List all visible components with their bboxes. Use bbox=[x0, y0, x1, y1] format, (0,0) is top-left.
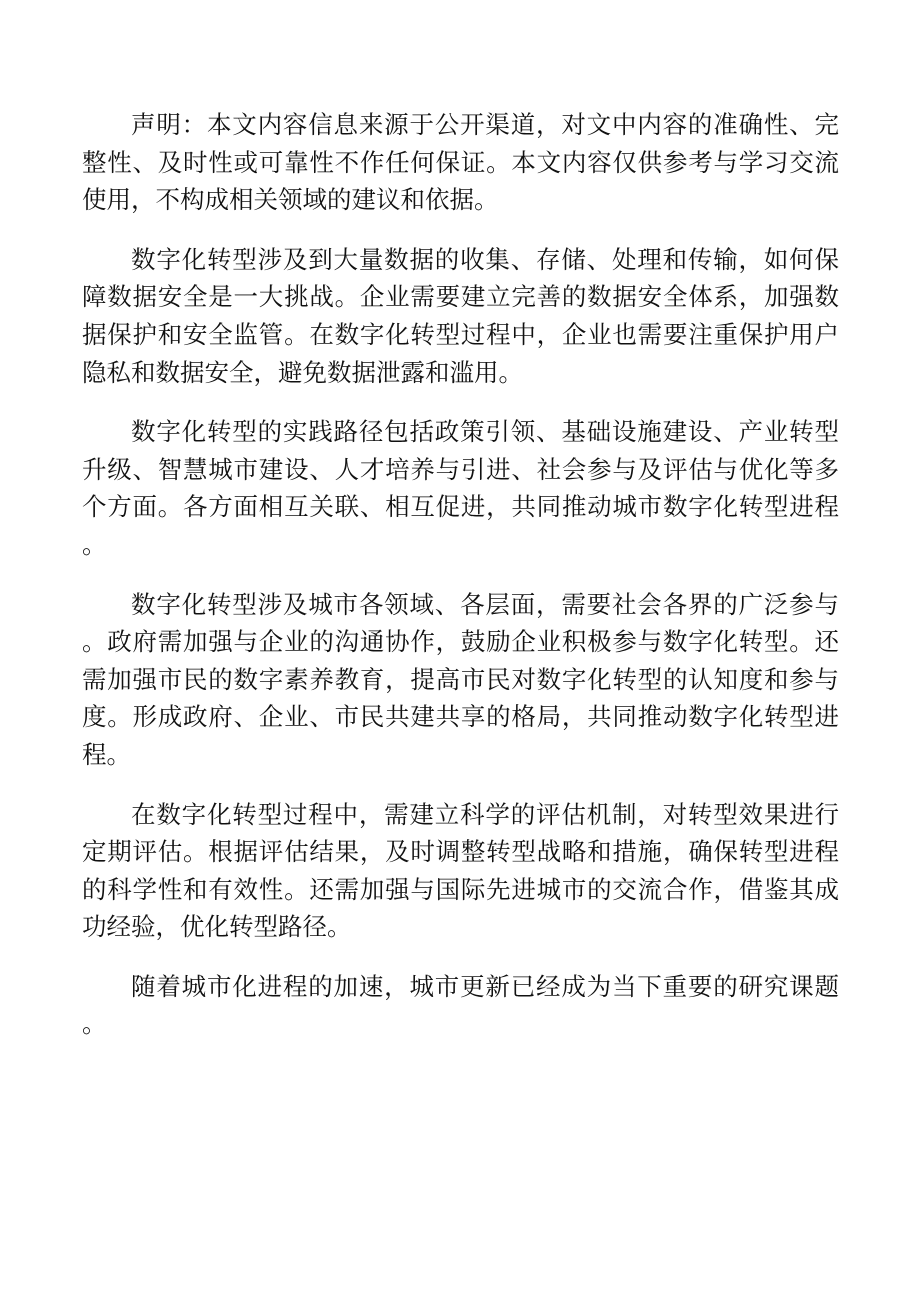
document-body bbox=[82, 106, 839, 1065]
paragraph-evaluation: 在数字化转型过程中，需建立科学的评估机制，对转型效果进行定期评估。根据评估结果，及时调整转型战略和措施，确保转型进程的科学性和有效性。还需加强与国际先进城市的交流合作，借鉴其成功经验，优化转型路径。 bbox=[82, 799, 839, 942]
paragraph-data-security: 数字化转型涉及到大量数据的收集、存储、处理和传输，如何保障数据安全是一大挑战。企业需要建立完善的数据安全体系，加强数据保护和安全监管。在数字化转型过程中，企业也需要注重保护用户隐私和数据安全，避免数据泄露和滥用。 bbox=[82, 244, 839, 387]
paragraph-practice-paths: 数字化转型的实践路径包括政策引领、基础设施建设、产业转型升级、智慧城市建设、人才培养与引进、社会参与及评估与优化等多个方面。各方面相互关联、相互促进，共同推动城市数字化转型进程。 bbox=[82, 417, 839, 559]
paragraph-disclaimer: 声明：本文内容信息来源于公开渠道，对文中内容的准确性、完整性、及时性或可靠性不作任何保证。本文内容仅供参考与学习交流使用，不构成相关领域的建议和依据。 bbox=[82, 110, 839, 215]
paragraph-urban-renewal: 随着城市化进程的加速，城市更新已经成为当下重要的研究课题。 bbox=[82, 971, 839, 1039]
paragraph-social-participation: 数字化转型涉及城市各领域、各层面，需要社会各界的广泛参与。政府需加强与企业的沟通协作，鼓励企业积极参与数字化转型。还需加强市民的数字素养教育，提高市民对数字化转型的认知度和参与度。形成政府、企业、市民共建共享的格局，共同推动数字化转型进程。 bbox=[82, 589, 839, 769]
